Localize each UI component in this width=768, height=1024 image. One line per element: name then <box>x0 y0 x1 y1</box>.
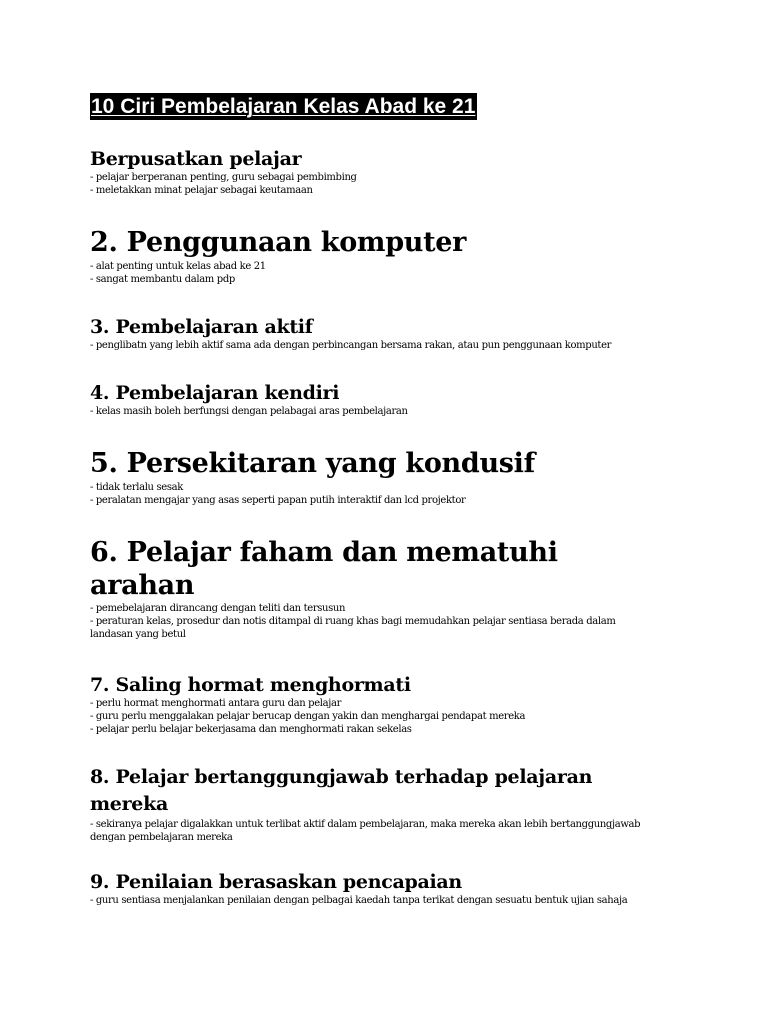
point-item: - meletakkan minat pelajar sebagai keutamaan <box>90 185 313 196</box>
section-saling-hormat <box>90 673 690 736</box>
section-heading: 3. Pembelajaran aktif <box>90 316 313 338</box>
point-item: dengan pembelajaran mereka <box>90 832 233 843</box>
section-heading-line: mereka <box>90 793 168 815</box>
point-list <box>90 894 690 907</box>
point-list <box>90 260 690 286</box>
point-item: landasan yang betul <box>90 629 186 640</box>
section-persekitaran-kondusif <box>90 447 690 507</box>
section-heading-line: 8. Pelajar bertanggungjawab terhadap pelajaran <box>90 766 593 788</box>
section-heading: 2. Penggunaan komputer <box>90 227 467 258</box>
point-item: - pelajar berperanan penting, guru sebagai pembimbing <box>90 172 357 183</box>
point-item: - peraturan kelas, prosedur dan notis ditampal di ruang khas bagi memudahkan pelajar sentiasa berada dalam <box>90 616 616 627</box>
point-item: - tidak terlalu sesak <box>90 482 183 493</box>
section-heading <box>90 536 690 602</box>
section-pelajar-faham <box>90 536 690 641</box>
section-pembelajaran-kendiri <box>90 381 690 418</box>
point-list <box>90 481 690 507</box>
point-list <box>90 171 690 197</box>
point-item: - peralatan mengajar yang asas seperti papan putih interaktif dan lcd projektor <box>90 495 466 506</box>
section-pelajar-bertanggungjawab <box>90 764 690 844</box>
point-item: - penglibatn yang lebih aktif sama ada dengan perbincangan bersama rakan, atau pun penggunaan komputer <box>90 340 612 351</box>
section-heading: 7. Saling hormat menghormati <box>90 674 411 696</box>
section-heading: Berpusatkan pelajar <box>90 148 302 170</box>
point-item: - sekiranya pelajar digalakkan untuk terlibat aktif dalam pembelajaran, maka mereka akan lebih bertanggungjawab <box>90 819 641 830</box>
point-item: - pelajar perlu belajar bekerjasama dan menghormati rakan sekelas <box>90 724 412 735</box>
point-item: - alat penting untuk kelas abad ke 21 <box>90 261 266 272</box>
section-penilaian-pencapaian <box>90 870 690 907</box>
point-item: - sangat membantu dalam pdp <box>90 274 235 285</box>
section-heading <box>90 764 690 818</box>
section-heading-line: arahan <box>90 570 195 601</box>
section-heading: 9. Penilaian berasaskan pencapaian <box>90 871 462 893</box>
point-item: - perlu hormat menghormati antara guru dan pelajar <box>90 698 342 709</box>
point-item: - pemebelajaran dirancang dengan teliti dan tersusun <box>90 603 346 614</box>
point-list <box>90 339 690 352</box>
point-list <box>90 602 690 641</box>
section-pembelajaran-aktif <box>90 315 690 352</box>
point-list <box>90 818 690 844</box>
document-title: 10 Ciri Pembelajaran Kelas Abad ke 21 <box>91 95 476 118</box>
point-item: - kelas masih boleh berfungsi dengan pelabagai aras pembelajaran <box>90 406 408 417</box>
section-penggunaan-komputer <box>90 226 690 286</box>
point-item: - guru sentiasa menjalankan penilaian dengan pelbagai kaedah tanpa terikat dengan sesuatu bentuk ujian sahaja <box>90 895 628 906</box>
section-heading: 5. Persekitaran yang kondusif <box>90 448 535 479</box>
point-list <box>90 405 690 418</box>
section-heading-line: 6. Pelajar faham dan mematuhi <box>90 537 558 568</box>
point-item: - guru perlu menggalakan pelajar berucap dengan yakin dan menghargai pendapat mereka <box>90 711 526 722</box>
point-list <box>90 697 690 736</box>
section-heading: 4. Pembelajaran kendiri <box>90 382 340 404</box>
section-berpusatkan-pelajar <box>90 147 690 197</box>
document-page <box>90 93 690 120</box>
